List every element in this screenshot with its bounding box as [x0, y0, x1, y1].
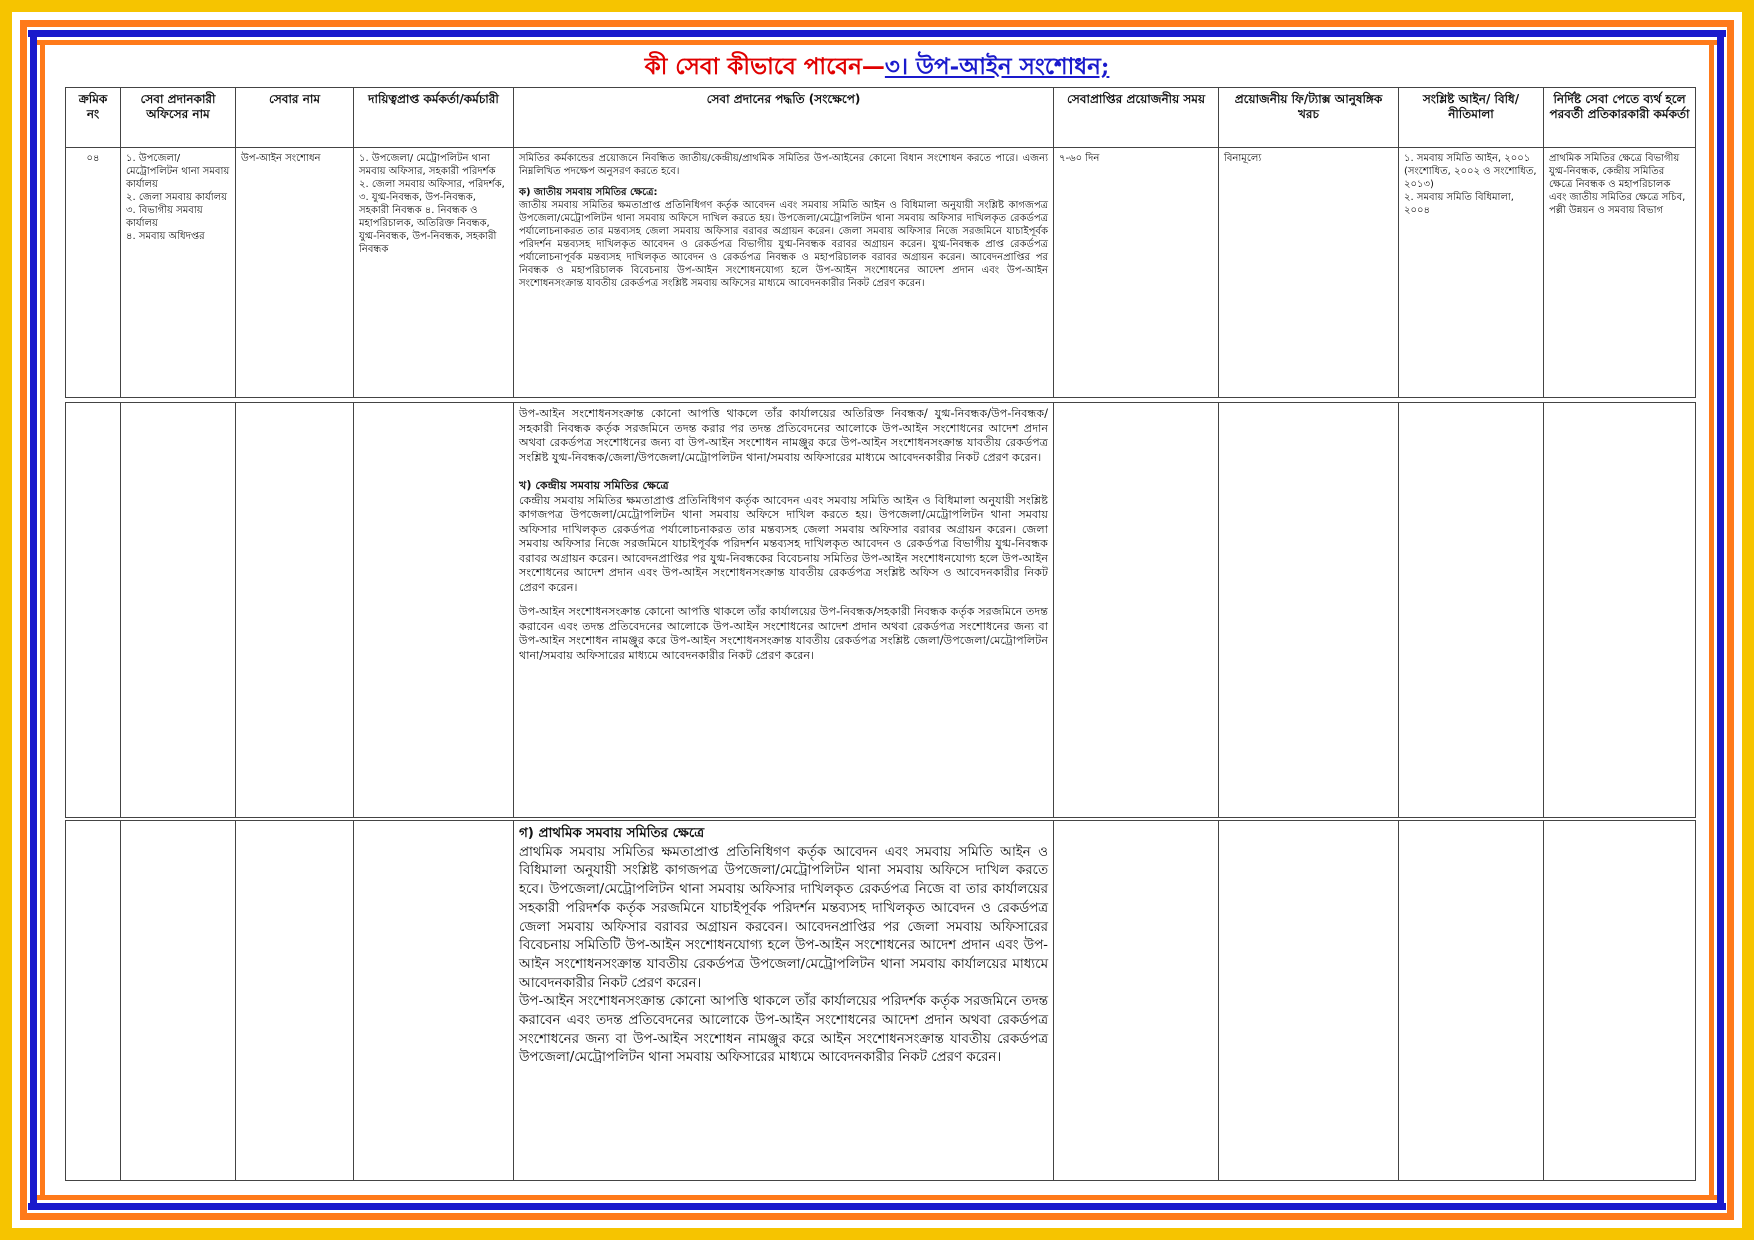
header-method: সেবা প্রদানের পদ্ধতি (সংক্ষেপে) [514, 88, 1054, 148]
empty-cell [236, 403, 354, 818]
table-row [66, 148, 1696, 398]
section-primary-heading: গ) প্রাথমিক সমবায় সমিতির ক্ষেত্রে [519, 826, 705, 841]
section-central-text: কেন্দ্রীয় সমবায় সমিতির ক্ষমতাপ্রাপ্ত প্রতিনিধিগণ কর্তৃক আবেদন এবং সমবায় সমিতি আইন ও বিধিমালা অনুযায়ী সংশ্লিষ্ট কাগজপত্র উপজেলা/মেট্রোপলিটন থানা সমবায় অফিসে দাখিল করতে হয়। উপজেলা/মেট্রোপলিটন থানা সমবায় অফিসার দাখিলকৃত রেকর্ডপত্র পর্যালোচনাকরত তার মন্তব্যসহ জেলা সমবায় অফিসার বরাবর অগ্রায়ন করেন। জেলা সমবায় অফিসার নিজে সরজমিনে যাচাইপূর্বক পরিদর্শন মন্তব্যসহ দাখিলকৃত আবেদন ও রেকর্ডপত্র বিভাগীয় যুগ্ম-নিবন্ধক বরাবর অগ্রায়ন করেন। আবেদনপ্রাপ্তির পর যুগ্ম-নিবন্ধকের বিবেচনায় সমিতির উপ-আইন সংশোধনযোগ্য হলে উপ-আইন সংশোধনের আদেশ প্রদান এবং উপ-আইন সংশোধনসংক্রান্ত যাবতীয় রেকর্ডপত্র সংশ্লিষ্ট অফিস ও আবেদনকারীর নিকট প্রেরণ করেন। [519, 493, 1048, 594]
frame-yellow-right [1742, 0, 1754, 1240]
empty-cell [121, 403, 236, 818]
frame-orange-right [1727, 20, 1734, 1220]
frame-orange-left2 [40, 40, 45, 1200]
cell-fee: বিনামূল্যে [1219, 148, 1399, 398]
section-national-heading: ক) জাতীয় সমবায় সমিতির ক্ষেত্রে: [519, 187, 658, 198]
cell-remedy: প্রাথমিক সমিতির ক্ষেত্রে বিভাগীয় যুগ্ম-নিবন্ধক, কেন্দ্রীয় সমিতির ক্ষেত্রে নিবন্ধক ও মহাপরিচালক এবং জাতীয় সমিতির ক্ষেত্রে সচিব, পল্লী উন্নয়ন ও সমবায় বিভাগ [1544, 148, 1696, 398]
empty-cell [1399, 403, 1544, 818]
frame-blue-left [30, 30, 37, 1210]
frame-blue-right [1717, 30, 1724, 1210]
section-primary-text: প্রাথমিক সমবায় সমিতির ক্ষমতাপ্রাপ্ত প্রতিনিধিগণ কর্তৃক আবেদন এবং সমবায় সমিতি আইন ও বিধিমালা অনুযায়ী সংশ্লিষ্ট কাগজপত্র উপজেলা/মেট্রোপলিটন থানা সমবায় অফিসে দাখিল করতে হবে। উপজেলা/মেট্রোপলিটন থানা সমবায় অফিসার দাখিলকৃত রেকর্ডপত্র নিজে বা তার কার্যালয়ের সহকারী পরিদর্শক কর্তৃক সরজমিনে যাচাইপূর্বক পরিদর্শন মন্তব্যসহ দাখিলকৃত আবেদন ও রেকর্ডপত্র জেলা সমবায় অফিসার বরাবর অগ্রায়ন করবেন। আবেদনপ্রাপ্তির পর জেলা সমবায় অফিসারের বিবেচনায় সমিতিটি উপ-আইন সংশোধনযোগ্য হলে উপ-আইন সংশোধনের আদেশ প্রদান এবং উপ-আইন সংশোধনসংক্রান্ত যাবতীয় রেকর্ডপত্র উপজেলা/মেট্রোপলিটন থানা সমবায় কার্যালয়ের মাধ্যমে আবেদনকারীর নিকট প্রেরণ করেন। [519, 844, 1048, 991]
empty-cell [66, 403, 121, 818]
header-officer: দায়িত্বপ্রাপ্ত কর্মকর্তা/কর্মচারী [354, 88, 514, 148]
frame-orange-top2 [36, 40, 1718, 45]
empty-cell [354, 403, 514, 818]
office-item: ৪. সমবায় অধিদপ্তর [126, 231, 205, 242]
table-row [66, 821, 1696, 1181]
cell-method-continued-2 [514, 821, 1054, 1181]
cell-officer [354, 148, 514, 398]
section-central-objection: উপ-আইন সংশোধনসংক্রান্ত কোনো আপত্তি থাকলে তাঁর কার্যালয়ের উপ-নিবন্ধক/সহকারী নিবন্ধক কর্তৃক সরজমিনে তদন্ত করাবেন এবং তদন্ত প্রতিবেদনের আলোকে উপ-আইন সংশোধনের আদেশ প্রদান অথবা রেকর্ডপত্র সংশোধনের জন্য বা উপ-আইন সংশোধন নামঞ্জুর করে উপ-আইন সংশোধনসংক্রান্ত যাবতীয় রেকর্ডপত্র সংশ্লিষ্ট জেলা/উপজেলা/মেট্রোপলিটন থানা/সমবায় অফিসারের মাধ্যমে আবেদনকারীর নিকট প্রেরণ করেন। [519, 605, 1048, 662]
empty-cell [66, 821, 121, 1181]
frame-yellow-left [0, 0, 12, 1240]
frame-orange-right2 [1709, 40, 1714, 1200]
frame-orange-top [20, 20, 1734, 27]
cell-law [1399, 148, 1544, 398]
office-item: ১. উপজেলা/ মেট্রোপলিটন থানা সমবায় কার্যালয় [126, 153, 230, 190]
frame-orange-left [20, 20, 27, 1220]
empty-cell [1054, 821, 1219, 1181]
header-law: সংশ্লিষ্ট আইন/ বিধি/নীতিমালা [1399, 88, 1544, 148]
empty-cell [1544, 403, 1696, 818]
officer-item: ১. উপজেলা/ মেট্রোপলিটন থানা সমবায় অফিসার, সহকারী পরিদর্শক [359, 153, 496, 177]
frame-blue-bottom [28, 1203, 1726, 1210]
header-fee: প্রয়োজনীয় ফি/ট্যাক্স আনুষঙ্গিক খরচ [1219, 88, 1399, 148]
frame-orange-bottom2 [36, 1195, 1718, 1200]
header-serial: ক্রমিক নং [66, 88, 121, 148]
cell-office [121, 148, 236, 398]
cell-serial: ০৪ [66, 148, 121, 398]
officer-item: ৩. যুগ্ম-নিবন্ধক, উপ-নিবন্ধক, সহকারী নিবন্ধক ৪. নিবন্ধক ও মহাপরিচালক, অতিরিক্ত নিবন্ধক, যুগ্ম-নিবন্ধক, উপ-নিবন্ধক, সহকারী নিবন্ধক [359, 192, 497, 255]
table-header-row [66, 88, 1696, 148]
table-row [66, 403, 1696, 818]
cell-method [514, 148, 1054, 398]
header-time: সেবাপ্রাপ্তির প্রয়োজনীয় সময় [1054, 88, 1219, 148]
section-national-objection: উপ-আইন সংশোধনসংক্রান্ত কোনো আপত্তি থাকলে তাঁর কার্যালয়ের অতিরিক্ত নিবন্ধক/ যুগ্ম-নিবন্ধক/উপ-নিবন্ধক/সহকারী নিবন্ধক কর্তৃক সরজমিনে তদন্ত করার পর তদন্ত প্রতিবেদনের আলোকে উপ-আইন সংশোধনের আদেশ প্রদান অথবা রেকর্ডপত্র সংশোধনের জন্য বা উপ-আইন সংশোধন নামঞ্জুর করে উপ-আইন সংশোধনসংক্রান্ত যাবতীয় রেকর্ডপত্র সংশ্লিষ্ট যুগ্ম-নিবন্ধক/জেলা/উপজেলা/মেট্রোপলিটন থানা/সমবায় অফিসারের মাধ্যমে আবেদনকারীর নিকট প্রেরণ করেন। [519, 407, 1048, 464]
empty-cell [1219, 821, 1399, 1181]
service-table-continued-2 [65, 820, 1696, 1181]
empty-cell [1544, 821, 1696, 1181]
cell-service-name: উপ-আইন সংশোধন [236, 148, 354, 398]
office-item: ২. জেলা সমবায় কার্যালয় [126, 192, 227, 203]
empty-cell [236, 821, 354, 1181]
empty-cell [1054, 403, 1219, 818]
title-main: কী সেবা কীভাবে পাবেন— [644, 53, 885, 80]
empty-cell [354, 821, 514, 1181]
frame-blue-top [28, 30, 1726, 37]
law-item: ২. সমবায় সমিতি বিধিমালা, ২০০৪ [1404, 192, 1514, 216]
cell-time: ৭-৬০ দিন [1054, 148, 1219, 398]
office-item: ৩. বিভাগীয় সমবায় কার্যালয় [126, 205, 203, 229]
header-remedy: নির্দিষ্ট সেবা পেতে ব্যর্থ হলে পরবর্তী প্রতিকারকারী কর্মকর্তা [1544, 88, 1696, 148]
service-table [65, 87, 1696, 398]
frame-yellow-bottom [0, 1228, 1754, 1240]
cell-method-continued [514, 403, 1054, 818]
title-section: ৩। উপ-আইন সংশোধন; [884, 53, 1110, 80]
empty-cell [121, 821, 236, 1181]
header-service-name: সেবার নাম [236, 88, 354, 148]
header-office: সেবা প্রদানকারী অফিসের নাম [121, 88, 236, 148]
law-item: ১. সমবায় সমিতি আইন, ২০০১ (সংশোধিত, ২০০২ ও সংশোধিত, ২০১৩) [1404, 153, 1537, 190]
section-central-heading: খ) কেন্দ্রীয় সমবায় সমিতির ক্ষেত্রে [519, 479, 669, 492]
section-primary-objection: উপ-আইন সংশোধনসংক্রান্ত কোনো আপত্তি থাকলে তাঁর কার্যালয়ের পরিদর্শক কর্তৃক সরজমিনে তদন্ত করাবেন এবং তদন্ত প্রতিবেদনের আলোকে উপ-আইন সংশোধনের আদেশ প্রদান অথবা রেকর্ডপত্র সংশোধনের জন্য বা উপ-আইন সংশোধন নামঞ্জুর করে আইন সংশোধনসংক্রান্ত যাবতীয় রেকর্ডপত্র উপজেলা/মেট্রোপলিটন থানা সমবায় অফিসারের মাধ্যমে আবেদনকারীর নিকট প্রেরণ করেন। [519, 994, 1048, 1066]
method-intro: সমিতির কর্মকান্ডের প্রয়োজনে নিবন্ধিত জাতীয়/কেন্দ্রীয়/প্রাথমিক সমিতির উপ-আইনের কোনো বিধান সংশোধন করতে পারে। এজন্য নিম্নলিখিত পদক্ষেপ অনুসরণ করতে হবে। [519, 153, 1048, 177]
frame-yellow-top [0, 0, 1754, 12]
page-title [0, 48, 1754, 87]
officer-item: ২. জেলা সমবায় অফিসার, পরিদর্শক, [359, 179, 505, 190]
empty-cell [1219, 403, 1399, 818]
frame-orange-bottom [20, 1213, 1734, 1220]
service-table-continued [65, 402, 1696, 818]
empty-cell [1399, 821, 1544, 1181]
section-national-text: জাতীয় সমবায় সমিতির ক্ষমতাপ্রাপ্ত প্রতিনিধিগণ কর্তৃক আবেদন এবং সমবায় সমিতি আইন ও বিধিমালা অনুযায়ী সংশ্লিষ্ট কাগজপত্র উপজেলা/মেট্রোপলিটন থানা সমবায় অফিসে দাখিল করতে হয়। উপজেলা/মেট্রোপলিটন থানা সমবায় অফিসার দাখিলকৃত রেকর্ডপত্র পর্যালোচনাকরত তার মন্তব্যসহ জেলা সমবায় অফিসার বরাবর অগ্রায়ন করেন। জেলা সমবায় অফিসার নিজে সরজমিনে যাচাইপূর্বক পরিদর্শন মন্তব্যসহ দাখিলকৃত আবেদন ও রেকর্ডপত্র বিভাগীয় যুগ্ম-নিবন্ধক বরাবর অগ্রায়ন করেন। যুগ্ম-নিবন্ধক প্রাপ্ত রেকর্ডপত্র পর্যালোচনাপূর্বক মন্তব্যসহ দাখিলকৃত আবেদন ও রেকর্ডপত্র নিবন্ধক ও মহাপরিচালক বরাবর অগ্রায়ন করেন। আবেদনপ্রাপ্তির পর নিবন্ধক ও মহাপরিচালক বিবেচনায় উপ-আইন সংশোধনযোগ্য হলে উপ-আইন সংশোধনের আদেশ প্রদান এবং উপ-আইন সংশোধনসংক্রান্ত যাবতীয় রেকর্ডপত্র সংশ্লিষ্ট সমবায় অফিসের মাধ্যমে আবেদনকারীর নিকট প্রেরণ করেন। [519, 200, 1048, 289]
